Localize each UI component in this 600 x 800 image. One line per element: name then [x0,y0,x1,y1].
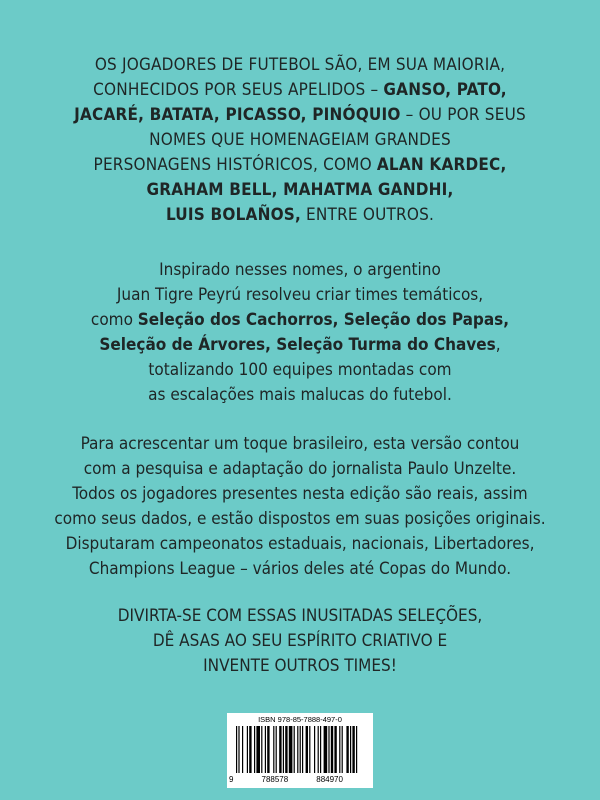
barcode-bar [249,726,251,773]
intro-paragraph [40,53,560,228]
text-line: como Seleção dos Cachorros, Seleção dos Papas, [90,310,510,330]
barcode-bar [267,726,269,773]
text-line: Inspirado nesses nomes, o argentino [159,260,441,280]
barcode-bar [346,726,348,773]
barcode-bar [339,726,340,773]
isbn-barcode [227,713,373,788]
barcode-bar [300,726,301,773]
barcode-bar [242,726,243,773]
barcode-bar [306,726,308,773]
barcode-bar [238,726,239,773]
barcode-bar [314,726,315,773]
barcode-bar [302,726,303,773]
text-line: Champions League – vários deles até Copas do Mundo. [88,559,512,579]
text-line: como seus dados, e estão dispostos em suas posições originais. [54,509,546,529]
barcode-number [229,775,371,784]
text-line: Seleção de Árvores, Seleção Turma do Chaves, [99,335,501,355]
barcode-bar [356,726,357,773]
text-line: JACARÉ, BATATA, PICASSO, PINÓQUIO – OU POR SEUS [74,105,526,125]
text-line: Para acrescentar um toque brasileiro, esta versão contou [80,434,520,454]
text-line: Disputaram campeonatos estaduais, nacionais, Libertadores, [65,534,535,554]
text-line: OS JOGADORES DE FUTEBOL SÃO, EM SUA MAIORIA, [94,55,506,75]
barcode-bar [334,726,336,773]
barcode-bar [279,726,281,773]
inspiration-paragraph [40,258,560,408]
barcode-bar [350,726,351,773]
barcode-bar [328,726,329,773]
barcode-bar [283,726,284,773]
closing-paragraph [40,604,560,679]
brazilian-version-paragraph [40,432,560,582]
barcode-bar [320,726,321,773]
barcode-bar [324,726,328,773]
barcode-bar [342,726,343,773]
barcode-first-digit: 9 [229,775,234,784]
text-line: totalizando 100 equipes montadas com [148,360,452,380]
barcode-bar [289,726,293,773]
text-line: as escalações mais malucas do futebol. [148,385,452,405]
barcode-bar [254,726,255,773]
barcode-bar [276,726,277,773]
text-line: NOMES QUE HOMENAGEIAM GRANDES [149,130,451,150]
barcode-bar [256,726,260,773]
text-line: LUIS BOLAÑOS, ENTRE OUTROS. [165,205,435,225]
isbn-label: ISBN 978-85-7888-497-0 [258,715,342,724]
text-line: INVENTE OUTROS TIMES! [203,656,397,676]
barcode-bar [285,726,287,773]
barcode-bar [261,726,262,773]
barcode-left-group: 788578 [261,775,289,784]
barcode-bars [236,726,364,773]
barcode-bar [318,726,319,773]
text-line: DÊ ASAS AO SEU ESPÍRITO CRIATIVO E [152,631,448,651]
text-line: Juan Tigre Peyrú resolveu criar times temáticos, [116,285,484,305]
barcode-bar [297,726,298,773]
text-line: CONHECIDOS POR SEUS APELIDOS – GANSO, PATO, [93,80,507,100]
barcode-right-group: 884970 [316,775,343,784]
barcode-bar [273,726,274,773]
text-line: com a pesquisa e adaptação do jornalista Paulo Unzelte. [83,459,517,479]
barcode-bar [294,726,295,773]
barcode-bar [236,726,237,773]
barcode-bar [247,726,248,773]
barcode-bar [331,726,333,773]
text-line: DIVIRTA-SE COM ESSAS INUSITADAS SELEÇÕES, [117,606,483,626]
text-line: GRAHAM BELL, MAHATMA GANDHI, [146,180,454,200]
barcode-bar [309,726,310,773]
text-line: PERSONAGENS HISTÓRICOS, COMO ALAN KARDEC, [93,155,507,175]
barcode-bar [352,726,354,773]
text-line: Todos os jogadores presentes nesta edição são reais, assim [72,484,528,504]
barcode-bar [265,726,266,773]
